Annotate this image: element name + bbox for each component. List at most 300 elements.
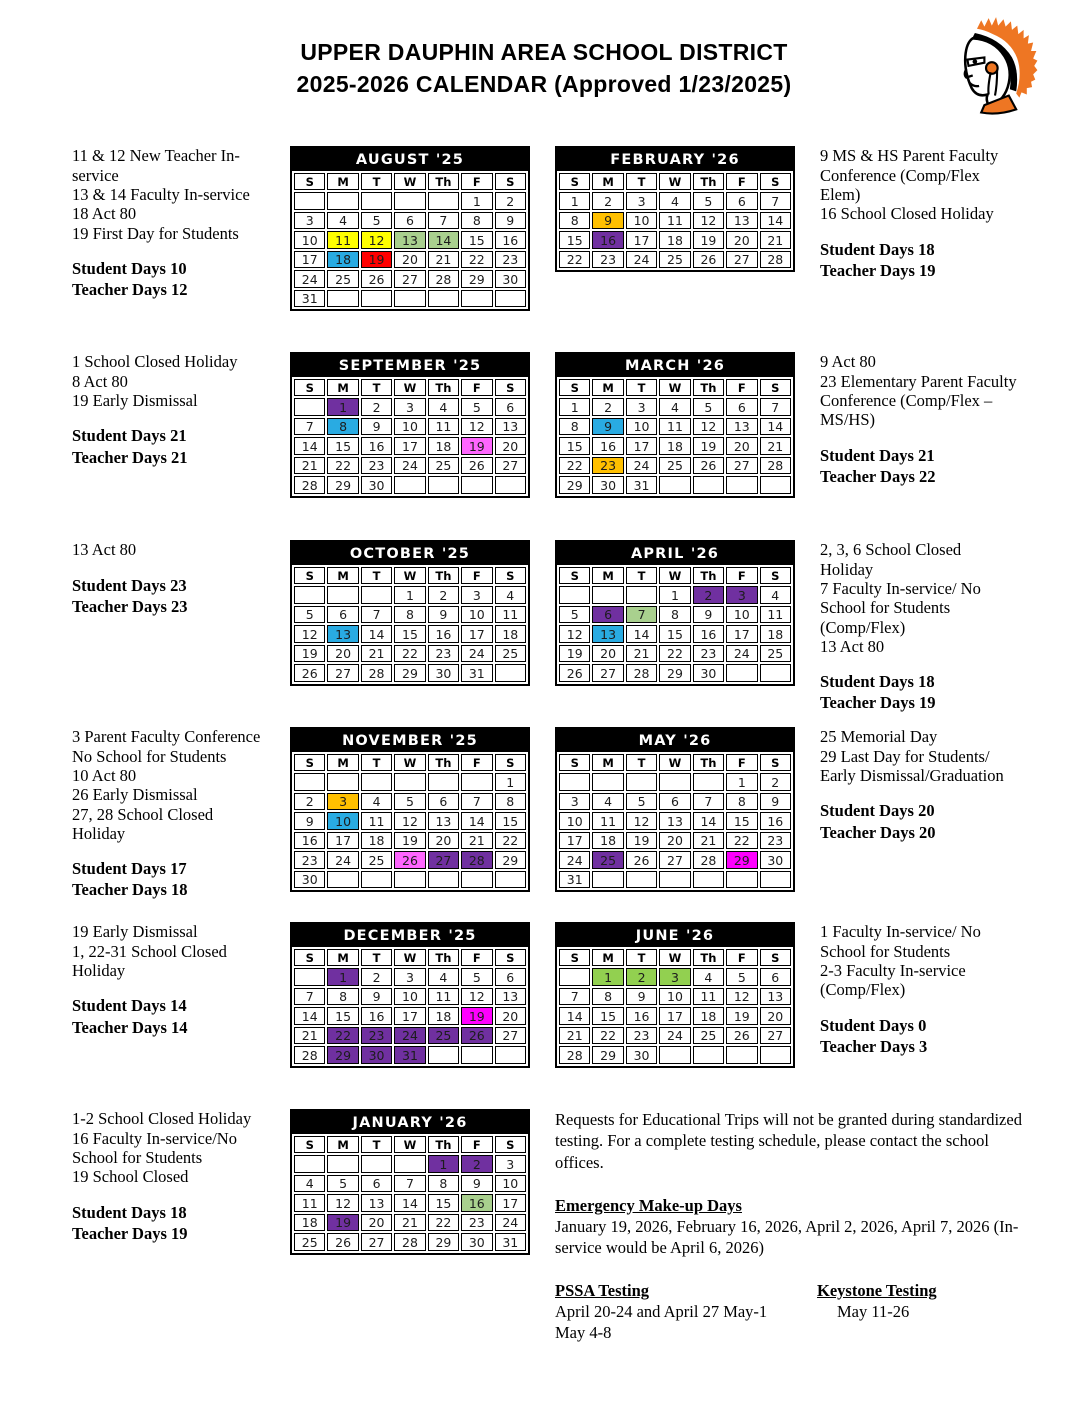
- may-calendar: [555, 727, 795, 892]
- weekday-header: S: [294, 754, 325, 771]
- day-cell: 27: [592, 664, 623, 682]
- day-cell: [626, 586, 657, 604]
- day-cell: 31: [495, 1233, 526, 1251]
- day-cell: 4: [659, 192, 690, 210]
- day-cell: 4: [327, 212, 358, 230]
- day-cell: 22: [559, 251, 590, 269]
- pssa-testing: [555, 1280, 817, 1343]
- day-cell: 29: [495, 851, 526, 869]
- month-note: 2, 3, 6 School Closed Holiday: [820, 540, 962, 579]
- month-grid: [557, 377, 793, 496]
- day-cell: 18: [428, 437, 459, 455]
- day-cell: [693, 871, 724, 889]
- day-cell: 3: [626, 192, 657, 210]
- day-cell: 22: [659, 645, 690, 663]
- weekday-header: W: [659, 379, 690, 396]
- day-cell: 15: [327, 1007, 358, 1025]
- weekday-header: S: [495, 567, 526, 584]
- day-cell: 3: [327, 793, 358, 811]
- september-calendar: [290, 352, 530, 498]
- day-cell: 18: [428, 1007, 459, 1025]
- day-cell: [294, 192, 325, 210]
- day-cell: 17: [626, 231, 657, 249]
- day-cell: 10: [294, 231, 325, 249]
- page-title: [0, 0, 1088, 100]
- weekday-header: M: [327, 949, 358, 966]
- weekday-header: S: [294, 949, 325, 966]
- day-cell: 5: [693, 398, 724, 416]
- day-cell: 26: [726, 1027, 757, 1045]
- month-note: 1-2 School Closed Holiday: [72, 1109, 252, 1129]
- day-cell: [394, 773, 425, 791]
- month-note: 8 Act 80: [72, 371, 128, 391]
- month-header: JANUARY '26: [292, 1111, 528, 1134]
- keystone-title: Keystone Testing: [817, 1281, 937, 1301]
- day-cell: 22: [394, 645, 425, 663]
- day-cell: 5: [394, 793, 425, 811]
- august-notes: [72, 146, 270, 352]
- day-cell: 5: [726, 968, 757, 986]
- day-cell: 28: [394, 1233, 425, 1251]
- day-cell: 11: [659, 418, 690, 436]
- weekday-header: F: [726, 567, 757, 584]
- emergency-makeup-title: Emergency Make-up Days: [555, 1195, 742, 1215]
- day-cell: 31: [559, 871, 590, 889]
- day-cell: 25: [361, 851, 392, 869]
- month-note: (Comp/Flex): [820, 980, 906, 1000]
- day-cell: 14: [760, 418, 791, 436]
- day-cell: 3: [294, 212, 325, 230]
- january-calendar: [290, 1109, 530, 1255]
- day-cell: 8: [559, 212, 590, 230]
- weekday-header: W: [394, 567, 425, 584]
- day-cell: 6: [659, 793, 690, 811]
- day-cell: 25: [659, 251, 690, 269]
- day-cell: 21: [394, 1214, 425, 1232]
- day-cell: 29: [592, 1046, 623, 1064]
- day-cell: 14: [294, 437, 325, 455]
- day-cell: 6: [394, 212, 425, 230]
- day-cell: 7: [361, 606, 392, 624]
- day-cell: 8: [726, 793, 757, 811]
- day-cell: 3: [461, 586, 492, 604]
- day-cell: 20: [361, 1214, 392, 1232]
- day-cell: 16: [626, 1007, 657, 1025]
- day-cell: 21: [461, 832, 492, 850]
- day-cell: 19: [294, 645, 325, 663]
- day-cell: 28: [559, 1046, 590, 1064]
- day-cell: 25: [592, 851, 623, 869]
- day-cell: 28: [693, 851, 724, 869]
- day-cell: 25: [760, 645, 791, 663]
- weekday-header: S: [495, 754, 526, 771]
- day-cell: 9: [361, 418, 392, 436]
- day-cell: 26: [461, 1027, 492, 1045]
- day-cell: 13: [760, 988, 791, 1006]
- day-cell: [626, 871, 657, 889]
- day-cell: 19: [461, 1007, 492, 1025]
- weekday-header: Th: [428, 754, 459, 771]
- day-cell: 24: [726, 645, 757, 663]
- day-cell: 8: [428, 1175, 459, 1193]
- day-cell: 20: [495, 437, 526, 455]
- day-cell: 26: [327, 1233, 358, 1251]
- day-counts: Student Days 23 Teacher Days 23: [72, 575, 188, 616]
- day-cell: 21: [361, 645, 392, 663]
- day-cell: [592, 871, 623, 889]
- day-cell: 5: [361, 212, 392, 230]
- day-cell: 30: [495, 270, 526, 288]
- day-cell: 28: [461, 851, 492, 869]
- weekday-header: M: [327, 173, 358, 190]
- month-header: DECEMBER '25: [292, 924, 528, 947]
- day-cell: 27: [726, 251, 757, 269]
- month-note: 7 Faculty In-service/ No School for Students (Comp/Flex): [820, 578, 981, 637]
- day-cell: 30: [294, 871, 325, 889]
- day-cell: [394, 192, 425, 210]
- day-cell: 26: [461, 457, 492, 475]
- month-grid: [292, 171, 528, 309]
- month-grid: [557, 171, 793, 270]
- day-cell: [495, 1046, 526, 1064]
- day-cell: 1: [559, 192, 590, 210]
- day-counts: Student Days 0 Teacher Days 3: [820, 1015, 928, 1056]
- day-cell: 8: [559, 418, 590, 436]
- day-cell: 24: [626, 251, 657, 269]
- month-note: 29 Last Day for Students/ Early Dismissal/Graduation: [820, 746, 1004, 785]
- day-cell: 28: [294, 1046, 325, 1064]
- day-cell: 1: [394, 586, 425, 604]
- day-cell: 20: [428, 832, 459, 850]
- day-cell: 25: [294, 1233, 325, 1251]
- day-cell: 29: [428, 1233, 459, 1251]
- day-cell: 15: [592, 1007, 623, 1025]
- month-header: AUGUST '25: [292, 148, 528, 171]
- month-note: 23 Elementary Parent Faculty Conference (Comp/Flex – MS/HS): [820, 371, 1017, 430]
- month-grid: [292, 947, 528, 1066]
- day-cell: 15: [659, 625, 690, 643]
- day-cell: 6: [760, 968, 791, 986]
- day-cell: 22: [461, 251, 492, 269]
- weekday-header: M: [592, 754, 623, 771]
- day-cell: 10: [626, 212, 657, 230]
- day-cell: 18: [294, 1214, 325, 1232]
- day-cell: 15: [559, 437, 590, 455]
- day-cell: [559, 586, 590, 604]
- day-cell: [394, 871, 425, 889]
- footer-notes: [555, 1109, 1023, 1343]
- day-cell: 18: [495, 625, 526, 643]
- day-cell: 31: [461, 664, 492, 682]
- day-cell: 18: [659, 231, 690, 249]
- month-note: 11 & 12 New Teacher In-service: [72, 146, 240, 185]
- day-cell: [659, 476, 690, 494]
- day-cell: 9: [592, 418, 623, 436]
- day-cell: 7: [559, 988, 590, 1006]
- day-cell: 10: [559, 812, 590, 830]
- eye: [973, 59, 978, 64]
- day-cell: 28: [294, 476, 325, 494]
- month-note: 9 Act 80: [820, 352, 876, 372]
- day-cell: 17: [461, 625, 492, 643]
- day-cell: 14: [693, 812, 724, 830]
- weekday-header: W: [394, 754, 425, 771]
- day-cell: 2: [361, 968, 392, 986]
- day-cell: 28: [361, 664, 392, 682]
- day-cell: 13: [726, 212, 757, 230]
- day-cell: 12: [361, 231, 392, 249]
- weekday-header: Th: [428, 567, 459, 584]
- weekday-header: Th: [693, 949, 724, 966]
- weekday-header: T: [361, 1136, 392, 1153]
- day-cell: 2: [626, 968, 657, 986]
- day-cell: 26: [361, 270, 392, 288]
- day-cell: [495, 871, 526, 889]
- day-cell: 6: [327, 606, 358, 624]
- day-cell: [327, 586, 358, 604]
- day-cell: 4: [428, 398, 459, 416]
- day-cell: 11: [659, 212, 690, 230]
- day-cell: [659, 773, 690, 791]
- weekday-header: S: [294, 173, 325, 190]
- day-cell: 30: [428, 664, 459, 682]
- day-cell: 10: [461, 606, 492, 624]
- day-cell: 12: [693, 418, 724, 436]
- day-cell: 6: [428, 793, 459, 811]
- day-cell: 22: [592, 1027, 623, 1045]
- weekday-header: T: [626, 567, 657, 584]
- weekday-header: F: [726, 949, 757, 966]
- day-cell: 26: [626, 851, 657, 869]
- day-cell: 2: [592, 398, 623, 416]
- day-cell: 9: [294, 812, 325, 830]
- day-cell: 19: [726, 1007, 757, 1025]
- month-header: SEPTEMBER '25: [292, 354, 528, 377]
- day-cell: [760, 871, 791, 889]
- day-cell: 8: [495, 793, 526, 811]
- weekday-header: F: [461, 1136, 492, 1153]
- day-cell: 10: [626, 418, 657, 436]
- weekday-header: W: [659, 949, 690, 966]
- day-cell: 22: [495, 832, 526, 850]
- day-cell: 9: [361, 988, 392, 1006]
- day-cell: 21: [760, 437, 791, 455]
- weekday-header: Th: [693, 379, 724, 396]
- day-cell: 7: [461, 793, 492, 811]
- day-cell: 23: [361, 1027, 392, 1045]
- day-cell: [726, 1046, 757, 1064]
- day-cell: [294, 398, 325, 416]
- weekday-header: S: [559, 173, 590, 190]
- day-cell: 14: [428, 231, 459, 249]
- weekday-header: F: [461, 567, 492, 584]
- month-note: 13 Act 80: [72, 540, 137, 560]
- day-cell: 25: [693, 1027, 724, 1045]
- day-cell: 7: [428, 212, 459, 230]
- day-cell: [428, 871, 459, 889]
- day-cell: 13: [726, 418, 757, 436]
- day-cell: 25: [327, 270, 358, 288]
- day-cell: [428, 192, 459, 210]
- month-grid: [292, 377, 528, 496]
- day-cell: 16: [592, 437, 623, 455]
- day-cell: [428, 476, 459, 494]
- weekday-header: S: [760, 173, 791, 190]
- day-cell: 10: [327, 812, 358, 830]
- weekday-header: Th: [693, 754, 724, 771]
- day-cell: 30: [693, 664, 724, 682]
- weekday-header: S: [760, 379, 791, 396]
- day-cell: 18: [760, 625, 791, 643]
- day-cell: 4: [361, 793, 392, 811]
- day-cell: 23: [461, 1214, 492, 1232]
- day-cell: 14: [559, 1007, 590, 1025]
- month-note: 19 Early Dismissal: [72, 390, 198, 410]
- day-cell: 2: [294, 793, 325, 811]
- day-cell: 26: [294, 664, 325, 682]
- calendar-title: 2025-2026 CALENDAR (Approved 1/23/2025): [296, 71, 792, 98]
- weekday-header: S: [760, 567, 791, 584]
- day-cell: 7: [760, 398, 791, 416]
- day-cell: 16: [461, 1194, 492, 1212]
- weekday-header: S: [294, 1136, 325, 1153]
- weekday-header: S: [495, 1136, 526, 1153]
- day-cell: [495, 476, 526, 494]
- day-cell: 7: [294, 418, 325, 436]
- day-cell: [361, 1155, 392, 1173]
- month-note: 26 Early Dismissal: [72, 785, 198, 805]
- day-cell: 29: [726, 851, 757, 869]
- february-calendar: [555, 146, 795, 272]
- day-cell: 13: [327, 625, 358, 643]
- day-cell: [327, 871, 358, 889]
- day-cell: 5: [327, 1175, 358, 1193]
- day-cell: 8: [461, 212, 492, 230]
- day-cell: 26: [394, 851, 425, 869]
- month-note: 16 School Closed Holiday: [820, 204, 994, 224]
- day-cell: 25: [428, 457, 459, 475]
- may-notes: [820, 727, 1018, 922]
- september-notes: [72, 352, 270, 540]
- day-cell: 12: [461, 988, 492, 1006]
- month-grid: [292, 1134, 528, 1253]
- april-calendar: [555, 540, 795, 686]
- day-cell: 24: [626, 457, 657, 475]
- weekday-header: T: [626, 173, 657, 190]
- day-cell: 11: [428, 988, 459, 1006]
- day-cell: 11: [294, 1194, 325, 1212]
- day-cell: 5: [559, 606, 590, 624]
- day-cell: 29: [327, 1046, 358, 1064]
- day-cell: 8: [592, 988, 623, 1006]
- day-cell: 23: [592, 457, 623, 475]
- day-cell: 16: [428, 625, 459, 643]
- day-cell: 18: [327, 251, 358, 269]
- day-cell: 22: [327, 457, 358, 475]
- day-cell: 1: [659, 586, 690, 604]
- day-cell: 3: [726, 586, 757, 604]
- day-cell: 20: [726, 437, 757, 455]
- day-cell: 1: [559, 398, 590, 416]
- weekday-header: W: [659, 754, 690, 771]
- day-cell: [461, 773, 492, 791]
- day-cell: 13: [659, 812, 690, 830]
- day-cell: 16: [592, 231, 623, 249]
- day-cell: 23: [760, 832, 791, 850]
- day-cell: 1: [592, 968, 623, 986]
- day-cell: 8: [659, 606, 690, 624]
- day-cell: [495, 664, 526, 682]
- day-cell: 6: [726, 192, 757, 210]
- weekday-header: W: [659, 173, 690, 190]
- day-cell: 11: [327, 231, 358, 249]
- day-cell: 11: [361, 812, 392, 830]
- day-cell: 11: [760, 606, 791, 624]
- day-cell: 3: [659, 968, 690, 986]
- day-cell: 16: [693, 625, 724, 643]
- month-header: MAY '26: [557, 729, 793, 752]
- december-notes: [72, 922, 270, 1109]
- day-cell: 27: [495, 1027, 526, 1045]
- weekday-header: Th: [428, 379, 459, 396]
- day-cell: 24: [495, 1214, 526, 1232]
- emergency-makeup-dates: January 19, 2026, February 16, 2026, April 2, 2026, April 7, 2026 (In-service would be April 6, 2026): [555, 1216, 1019, 1257]
- month-grid: [292, 752, 528, 890]
- day-cell: 27: [760, 1027, 791, 1045]
- day-cell: 17: [659, 1007, 690, 1025]
- day-cell: 26: [693, 457, 724, 475]
- weekday-header: W: [394, 1136, 425, 1153]
- day-cell: 20: [394, 251, 425, 269]
- month-note: 19 Early Dismissal: [72, 922, 198, 942]
- day-cell: 4: [659, 398, 690, 416]
- day-cell: 1: [495, 773, 526, 791]
- day-cell: [361, 586, 392, 604]
- weekday-header: T: [361, 379, 392, 396]
- day-cell: 27: [394, 270, 425, 288]
- pssa-dates-line1: April 20-24 and April 27 May-1: [555, 1302, 768, 1322]
- day-counts: Student Days 21 Teacher Days 22: [820, 445, 936, 486]
- keystone-dates: May 11-26: [837, 1302, 910, 1322]
- day-cell: 6: [726, 398, 757, 416]
- weekday-header: Th: [428, 173, 459, 190]
- day-cell: 12: [626, 812, 657, 830]
- day-cell: 22: [726, 832, 757, 850]
- day-cell: 5: [461, 398, 492, 416]
- day-cell: [760, 476, 791, 494]
- day-cell: 9: [626, 988, 657, 1006]
- day-cell: 2: [592, 192, 623, 210]
- april-notes: [820, 540, 1018, 727]
- day-cell: 28: [760, 251, 791, 269]
- month-header: NOVEMBER '25: [292, 729, 528, 752]
- month-note: 13 Act 80: [820, 636, 885, 656]
- day-cell: 20: [495, 1007, 526, 1025]
- day-cell: 8: [327, 418, 358, 436]
- day-cell: 4: [428, 968, 459, 986]
- day-cell: 19: [693, 437, 724, 455]
- weekday-header: T: [626, 379, 657, 396]
- day-cell: 11: [495, 606, 526, 624]
- month-grid: [557, 752, 793, 890]
- month-note: 3 Parent Faculty Conference No School for Students: [72, 727, 261, 766]
- pssa-dates-line2: May 4-8: [555, 1323, 612, 1343]
- day-cell: 22: [428, 1214, 459, 1232]
- day-cell: 4: [592, 793, 623, 811]
- day-cell: [726, 476, 757, 494]
- day-cell: 11: [592, 812, 623, 830]
- day-cell: 10: [394, 418, 425, 436]
